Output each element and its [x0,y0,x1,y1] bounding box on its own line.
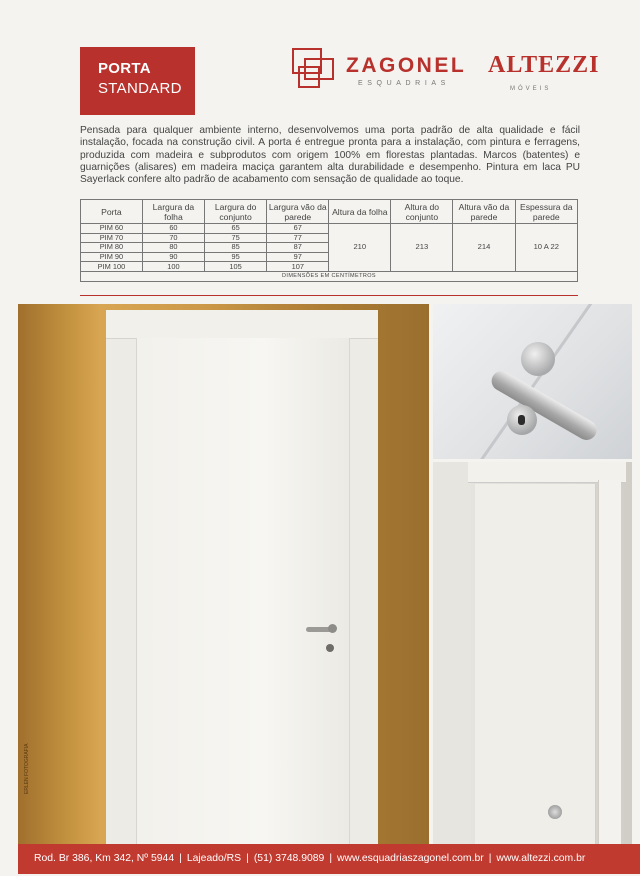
keyhole-icon [326,644,334,652]
description: Pensada para qualquer ambiente interno, desenvolvemos uma porta padrão de alta qualidade e fácil instalação, focada na construção civil. A porta é entregue pronta para a instalação, com pintura e ferragens, produzida com madeira e subprodutos com origem 100% em florestas plantadas. Marcos (batentes) e guarnições (alisares) em madeira maciça garantem alta durabilidade e desempenho. Pintura em laca PU Sayerlack confere alto padrão de acabamento com sensação de qualidade ao toque. [80,125,580,186]
footer-city: Lajeado/RS [186,853,242,864]
table-cell-espessura: 10 A 22 [515,224,577,272]
col-header: Largura vão da parede [267,200,329,224]
zagonel-logo-icon [292,48,338,94]
table-cell: 107 [267,262,329,272]
table-cell-altura-conjunto: 213 [391,224,453,272]
footer-site2[interactable]: www.altezzi.com.br [496,853,586,864]
table-cell: 80 [142,243,204,253]
brand2-name: ALTEZZI [488,52,600,78]
table-cell: PIM 70 [81,233,143,243]
brand1-name: ZAGONEL [346,54,467,77]
handle-closeup-photo [433,304,632,459]
table-cell: PIM 90 [81,252,143,262]
table-cell: 67 [267,224,329,234]
table-cell: 105 [205,262,267,272]
table-cell: 65 [205,224,267,234]
photo-credit: ERLEN FOTOGRAFIA [24,743,30,794]
door-leaf [475,484,596,844]
divider [80,295,578,296]
handle-rose-icon [328,624,337,633]
door-leaf [136,338,350,844]
table-cell: 87 [267,243,329,253]
table-footnote-row [81,271,578,281]
col-header: Espessura da parede [515,200,577,224]
footer-site1[interactable]: www.esquadriaszagonel.com.br [337,853,484,864]
title-line2: STANDARD [98,80,182,97]
table-cell: 75 [205,233,267,243]
col-header: Porta [81,200,143,224]
table-cell: 77 [267,233,329,243]
table-row [81,224,578,234]
table-cell: PIM 100 [81,262,143,272]
lever-handle-icon [488,367,600,443]
table-cell: 85 [205,243,267,253]
table-header-row [81,200,578,224]
footer-address: Rod. Br 386, Km 342, Nº 5944 [34,853,175,864]
col-header: Altura do conjunto [391,200,453,224]
table-cell: 95 [205,252,267,262]
title-box [80,47,195,115]
footer-phone: (51) 3748.9089 [253,853,325,864]
table-cell: 60 [142,224,204,234]
door-photo-main [18,304,429,844]
col-header: Largura do conjunto [205,200,267,224]
brand1-sub: ESQUADRIAS [358,80,450,87]
table-cell: PIM 60 [81,224,143,234]
brand2-sub: MÓVEIS [510,86,552,92]
door-jamb [598,480,621,844]
col-header: Altura da folha [329,200,391,224]
table-cell: 97 [267,252,329,262]
keyhole-icon [518,415,525,425]
table-footnote: DIMENSÕES EM CENTÍMETROS [81,271,578,281]
door-detail-photo [433,462,632,844]
table-cell: PIM 80 [81,243,143,253]
door-handle-icon [548,805,562,819]
col-header: Altura vão da parede [453,200,515,224]
footer-bar: Rod. Br 386, Km 342, Nº 5944 | Lajeado/RS | (51) 3748.9089 | www.esquadriaszagonel.com.br | www.altezzi.com.br [18,844,640,874]
handle-rose-icon [521,342,555,376]
table-cell: 90 [142,252,204,262]
dimensions-table [80,199,578,282]
wall [433,462,471,844]
title-line1: PORTA [98,60,151,77]
table-cell: 70 [142,233,204,243]
table-cell: 100 [142,262,204,272]
table-cell-altura-folha: 210 [329,224,391,272]
col-header: Largura da folha [142,200,204,224]
table-cell-altura-vao: 214 [453,224,515,272]
door-frame-top [106,310,378,339]
